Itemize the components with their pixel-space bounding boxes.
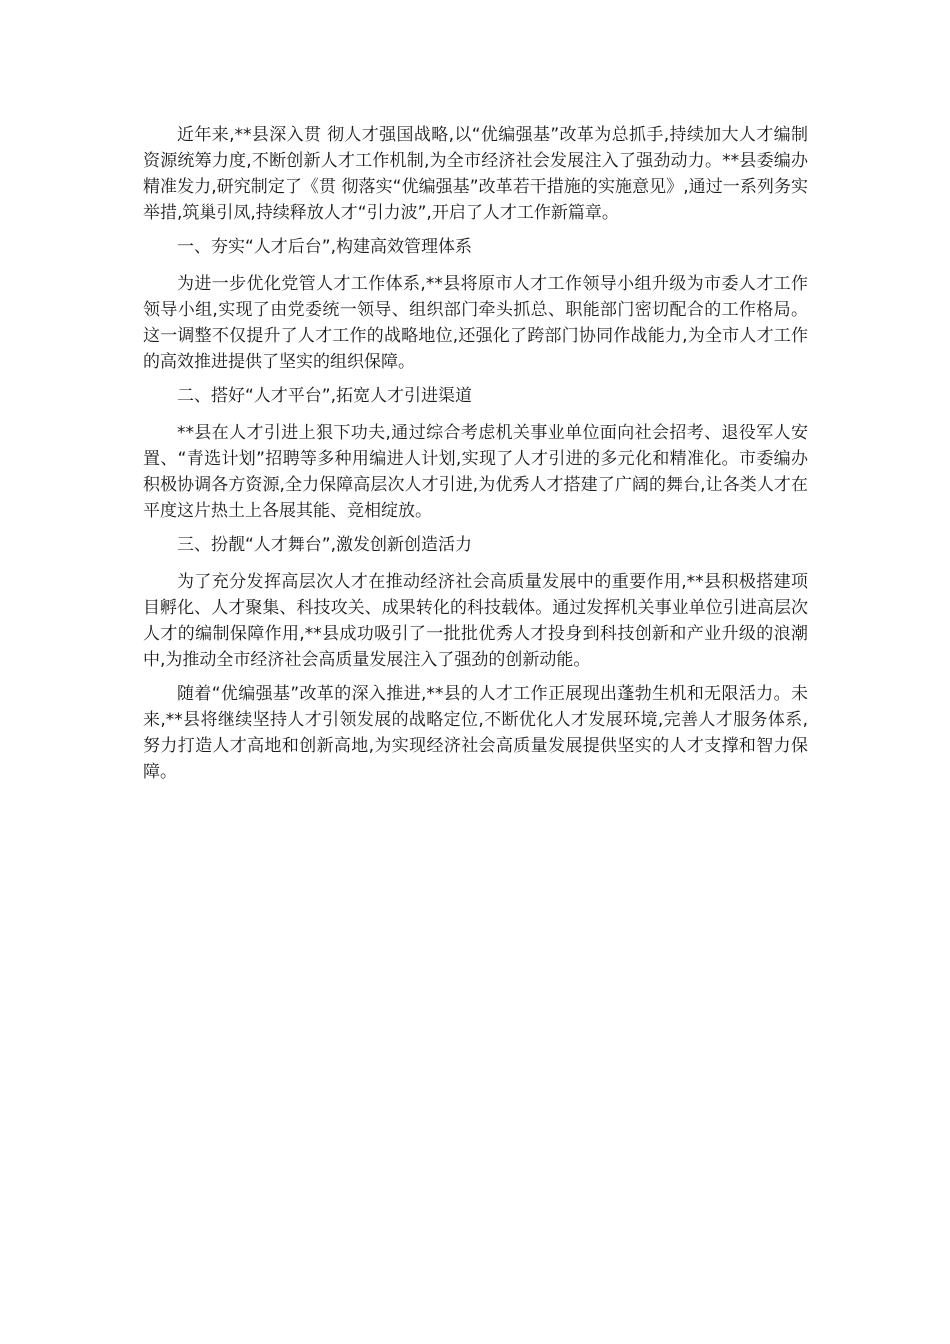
section-heading-1: 一、夯实“人才后台”,构建高效管理体系 (177, 237, 473, 257)
document-body (143, 122, 808, 793)
conclusion-paragraph: 随着“优编强基”改革的深入推进,**县的人才工作正展现出蓬勃生机和无限活力。未来,**县将继续坚持人才引领发展的战略定位,不断优化人才发展环境,完善人才服务体系,努力打造人才高地和创新高地,为实现经济社会高质量发展提供坚实的人才支撑和智力保障。 (143, 684, 808, 782)
intro-paragraph: 近年来,**县深入贯 彻人才强国战略,以“优编强基”改革为总抓手,持续加大人才编制资源统筹力度,不断创新人才工作机制,为全市经济社会发展注入了强劲动力。**县委编办精准发力,研究制定了《贯 彻落实“优编强基”改革若干措施的实施意见》,通过一系列务实举措,筑巢引凤,持续释放人才“引力波”,开启了人才工作新篇章。 (143, 125, 808, 223)
section-heading-2: 二、搭好“人才平台”,拓宽人才引进渠道 (177, 386, 473, 406)
section-3-paragraph: 为了充分发挥高层次人才在推动经济社会高质量发展中的重要作用,**县积极搭建项目孵化、人才聚集、科技攻关、成果转化的科技载体。通过发挥机关事业单位引进高层次人才的编制保障作用,**县成功吸引了一批批优秀人才投身到科技创新和产业升级的浪潮中,为推动全市经济社会高质量发展注入了强劲的创新动能。 (143, 572, 808, 670)
section-heading-3: 三、扮靓“人才舞台”,激发创新创造活力 (177, 535, 473, 555)
section-2-paragraph: **县在人才引进上狠下功夫,通过综合考虑机关事业单位面向社会招考、退役军人安置、“青选计划”招聘等多种用编进人计划,实现了人才引进的多元化和精准化。市委编办积极协调各方资源,全力保障高层次人才引进,为优秀人才搭建了广阔的舞台,让各类人才在平度这片热土上各展其能、竞相绽放。 (143, 423, 808, 521)
section-1-paragraph: 为进一步优化党管人才工作体系,**县将原市人才工作领导小组升级为市委人才工作领导小组,实现了由党委统一领导、组织部门牵头抓总、职能部门密切配合的工作格局。这一调整不仅提升了人才工作的战略地位,还强化了跨部门协同作战能力,为全市人才工作的高效推进提供了坚实的组织保障。 (143, 274, 808, 372)
